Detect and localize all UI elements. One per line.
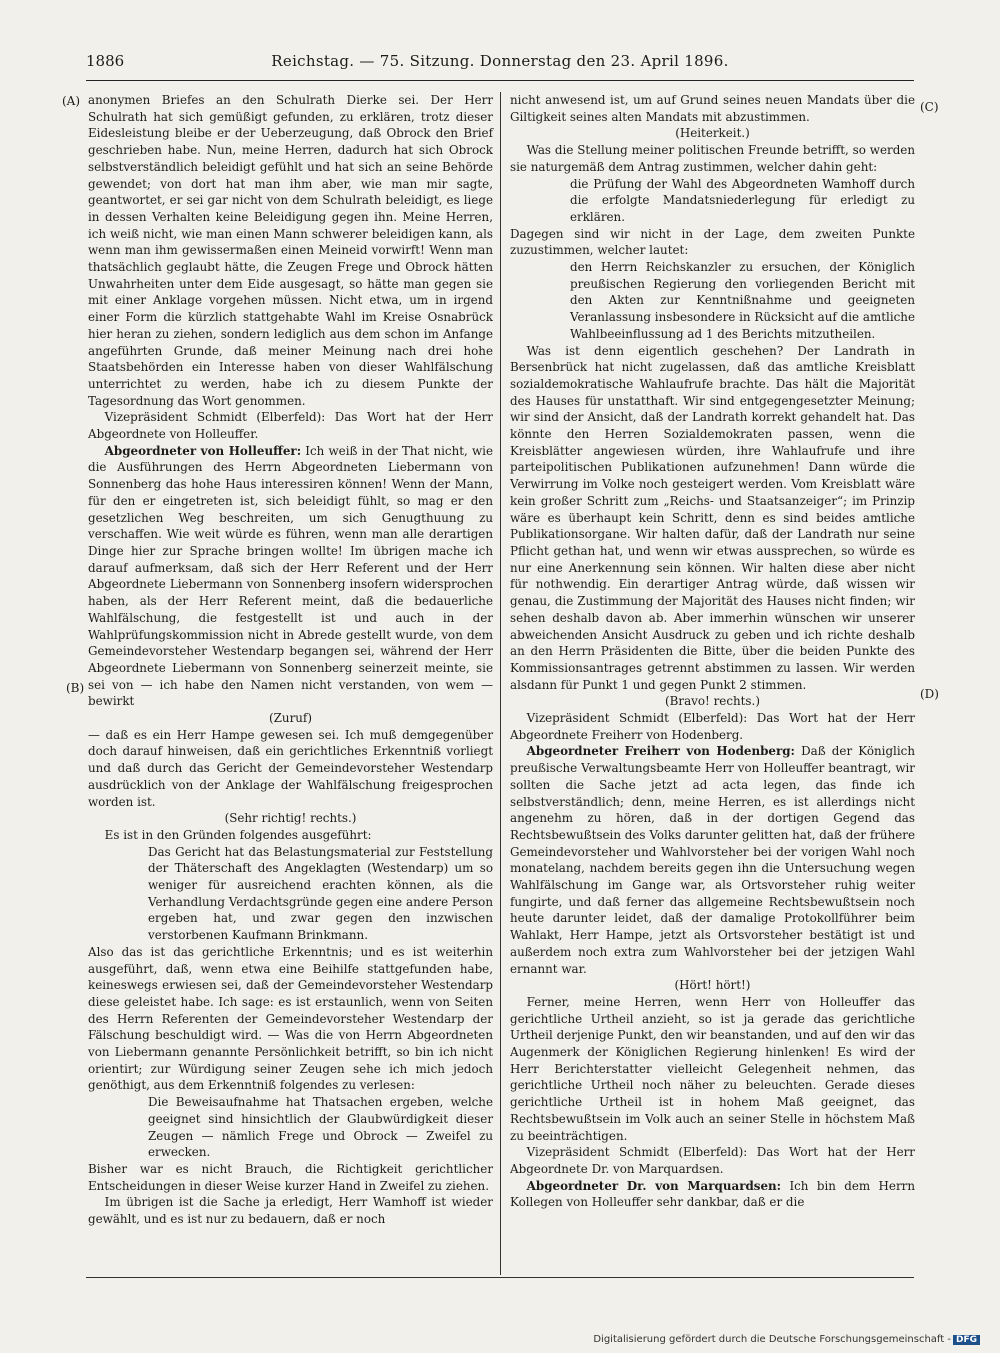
page-number: 1886	[86, 52, 125, 70]
header-rule	[86, 80, 914, 81]
paragraph: Was ist denn eigentlich geschehen? Der Landrath in Bersenbrück hat nicht zugelassen, daß das amtliche Kreisblatt sozialdemokratische Wahlaufrufe brachte. Das hält die Majorität des Hauses für unstatthaft. Wir sind entgegengesetzter Meinung; wir sind der Ansicht, daß der Landrath korrekt gehandelt hat. Das könnte den Herren Sozialdemokraten passen, wenn die Kreisblätter angewiesen würden, ihre Wahlaufrufe und ihre parteipolitischen Publikationen aufzunehmen! Dann würde die Verwirrung im Volke noch gesteigert werden. Vom Kreisblatt wäre kein großer Schritt zum „Reichs- und Staatsanzeiger“; im Prinzip wäre es überhaupt kein Schritt, denn es sind beides amtliche Publikationsorgane. Wir halten dafür, daß der Landrath nur seine Pflicht gethan hat, und wenn wir etwas aussprechen, so würde es nur eine Anerkennung sein können. Wir halten diese aber nicht für nothwendig. Ein derartiger Antrag würde, daß wissen wir genau, die Zustimmung der Majorität des Hauses nicht finden; wir sehen deshalb davon ab. Aber immerhin wünschen wir unserer abweichenden Ansicht Ausdruck zu geben und ich richte deshalb an den Herrn Präsidenten die Bitte, über die beiden Punkte des Kommissionsantrages getrennt abstimmen zu lassen. Wir werden alsdann für Punkt 1 und gegen Punkt 2 stimmen.	[510, 343, 915, 692]
speech-paragraph	[88, 443, 493, 710]
column-divider	[500, 92, 501, 1275]
interjection: (Sehr richtig! rechts.)	[224, 811, 357, 826]
bottom-rule	[86, 1277, 914, 1278]
quotation: Die Beweisaufnahme hat Thatsachen ergeben, welche geeignet sind hinsichtlich der Glaubwürdigkeit dieser Zeugen — nämlich Frege und Obrock — Zweifel zu erwecken.	[148, 1095, 493, 1160]
margin-marker-d: (D)	[920, 687, 939, 701]
interjection: (Bravo! rechts.)	[665, 694, 760, 709]
paragraph: Dagegen sind wir nicht in der Lage, dem zweiten Punkte zuzustimmen, welcher lautet:	[510, 226, 915, 258]
speech-paragraph	[510, 1178, 915, 1211]
dfg-logo: DFG	[953, 1335, 980, 1345]
margin-marker-a: (A)	[62, 94, 81, 108]
paragraph: Im übrigen ist die Sache ja erledigt, Herr Wamhoff ist wieder gewählt, und es ist nur zu bedauern, daß er noch	[88, 1195, 493, 1227]
dfg-credit	[593, 1334, 980, 1345]
page-title: Reichstag. — 75. Sitzung. Donnerstag den 23. April 1896.	[271, 52, 729, 70]
paragraph: Ferner, meine Herren, wenn Herr von Holleuffer das gerichtliche Urtheil anzieht, so ist ja gerade das gerichtliche Urtheil derjenige Punkt, den wir beanstanden, und auf den wir das Augenmerk der Königlichen Regierung hinlenken! Es wird der Herr Berichterstatter vielleicht Gelegenheit nehmen, das gerichtliche Urtheil noch näher zu beleuchten. Gerade dieses gerichtliche Urtheil ist in hohem Maß geeignet, das Rechtsbewußtsein im Volk auch an seiner Stelle in höchstem Maß zu beeinträchtigen.	[510, 994, 915, 1143]
speaker-name: Abgeordneter Freiherr von Hodenberg:	[526, 744, 795, 759]
paragraph: nicht anwesend ist, um auf Grund seines neuen Mandats über die Giltigkeit seines alten Mandats mit abzustimmen.	[510, 93, 915, 124]
quotation: die Prüfung der Wahl des Abgeordneten Wamhoff durch die erfolgte Mandatsniederlegung für erledigt zu erklären.	[570, 176, 915, 224]
left-column	[88, 92, 493, 1228]
quotation: den Herrn Reichskanzler zu ersuchen, der Königlich preußischen Regierung den vorliegenden Bericht mit den Akten zur Kenntnißnahme und geeigneten Veranlassung insbesondere in Rücksicht auf die amtliche Wahlbeeinflussung ad 1 des Berichts mitzutheilen.	[570, 260, 915, 341]
margin-marker-b: (B)	[66, 681, 85, 695]
interjection: (Zuruf)	[269, 711, 312, 726]
paragraph: Vizepräsident Schmidt (Elberfeld): Das Wort hat der Herr Abgeordnete Freiherr von Hodenberg.	[510, 711, 915, 742]
paragraph: Vizepräsident Schmidt (Elberfeld): Das Wort hat der Herr Abgeordnete von Holleuffer.	[88, 410, 493, 442]
speaker-name: Abgeordneter von Holleuffer:	[104, 443, 302, 458]
speech-text: Daß der Königlich preußische Verwaltungsbeamte Herr von Holleuffer beantragt, wir sollten die Sache jetzt ad acta legen, das finde ich selbstverständlich; denn, meine Herren, es ist allerdings nicht angenehm zu hören, daß in der dortigen Gegend das Rechtsbewußtsein des Volks darunter gelitten hat, daß der frühere Gemeindevorsteher und Wahlvorsteher bei der vorigen Wahl noch monatelang, nachdem bereits gegen ihn die Untersuchung wegen Wahlfälschung im Gange war, als Ortsvorsteher ruhig weiter fungirte, und daß ferner das allgemeine Rechtsbewußtsein noch heute darunter leidet, daß der damalige Protokollführer beim Wahlakt, Herr Hampe, jetzt als Ortsvorsteher bestätigt ist und außerdem noch extra zum Wahlvorsteher bei der jetzigen Wahl ernannt war.	[510, 744, 915, 976]
paragraph: Es ist in den Gründen folgendes ausgeführt:	[104, 827, 372, 842]
speech-text: Ich bin dem Herrn Kollegen von Holleuffer sehr dankbar, daß er die	[510, 1178, 915, 1210]
speaker-name: Abgeordneter Dr. von Marquardsen:	[526, 1178, 782, 1193]
page-header	[86, 52, 914, 78]
speech-paragraph	[510, 743, 915, 977]
speech-text: Ich weiß in der That nicht, wie die Ausführungen des Herrn Abgeordneten Liebermann von Sonnenberg das hohe Haus interessiren können! Wenn der Mann, für den er eingetreten ist, sich beleidigt fühlt, so mag er den gesetzlichen Weg beschreiten, um sich Genugthuung zu verschaffen. Wie weit würde es führen, wenn man alle derartigen Dinge hier zur Sprache bringen wollte! Im übrigen mache ich darauf aufmerksam, daß sich der Herr Referent und der Herr Abgeordnete Liebermann von Sonnenberg insofern widersprochen haben, als der Herr Referent meint, daß die bedauerliche Wahlfälschung, die festgestellt ist und auch in der Wahlprüfungskommission nicht in Abrede gestellt wurde, von dem Gemeindevorsteher Westendarp begangen sei, während der Herr Abgeordnete Liebermann von Sonnenberg seinerzeit meinte, sie sei von — ich habe den Namen nicht verstanden, von wem — bewirkt	[88, 443, 494, 709]
paragraph: Was die Stellung meiner politischen Freunde betrifft, so werden sie naturgemäß dem Antrag zustimmen, welcher dahin geht:	[510, 143, 915, 174]
quotation: Das Gericht hat das Belastungsmaterial zur Feststellung der Thäterschaft des Angeklagten (Westendarp) um so weniger für ausreichend erachten können, als die Verhandlung Verdachtsgründe gegen eine andere Person ergeben hat, und zwar gegen den inzwischen verstorbenen Kaufmann Brinkmann.	[148, 844, 493, 943]
margin-marker-c: (C)	[920, 100, 939, 114]
paragraph: Vizepräsident Schmidt (Elberfeld): Das Wort hat der Herr Abgeordnete Dr. von Marquardsen.	[510, 1145, 915, 1176]
paragraph: Also das ist das gerichtliche Erkenntnis; und es ist weiterhin ausgeführt, daß, wenn etwa eine Beihilfe stattgefunden habe, keineswegs erwiesen sei, daß der Gemeindevorsteher Westendarp diese geleistet habe. Ich sage: es ist erstaunlich, wenn von Seiten des Herrn Referenten der Gemeindevorsteher Westendarp der Fälschung beschuldigt wird. — Was die von Herrn Abgeordneten von Liebermann genannte Persönlichkeit betrifft, so bin ich nicht orientirt; zur Würdigung seiner Zeugen sehe ich mich jedoch genöthigt, aus dem Erkenntniß folgendes zu verlesen:	[88, 944, 493, 1093]
credit-text: Digitalisierung gefördert durch die Deutsche Forschungsgemeinschaft -	[593, 1334, 951, 1345]
paragraph: Bisher war es nicht Brauch, die Richtigkeit gerichtlicher Entscheidungen in dieser Weise kurzer Hand in Zweifel zu ziehen.	[88, 1162, 493, 1193]
paragraph: — daß es ein Herr Hampe gewesen sei. Ich muß demgegenüber doch darauf hinweisen, daß ein gerichtliches Erkenntniß vorliegt und daß durch das Gericht der Gemeindevorsteher Westendarp ausdrücklich von der Anklage der Wahlfälschung freigesprochen worden ist.	[88, 727, 493, 809]
interjection: (Hört! hört!)	[674, 978, 751, 993]
right-column	[510, 92, 915, 1211]
paragraph: anonymen Briefes an den Schulrath Dierke sei. Der Herr Schulrath hat sich gemüßigt gefunden, zu erklären, trotz dieser Eidesleistung bleibe er der Ueberzeugung, daß Obrock den Brief geschrieben habe. Nun, meine Herren, dadurch hat sich Obrock selbstverständlich beleidigt gefühlt und hat sich an seine Behörde gewendet; von dort hat man ihm aber, wie man mir sagte, geantwortet, er sei gar nicht von dem Schulrath beleidigt, es liege in dessen Verhalten keine Beleidigung gegen ihn. Meine Herren, ich weiß nicht, wie man einen Mann schwerer beleidigen kann, als wenn man ihm gewissermaßen einen Meineid vorwirft! Wenn man thatsächlich geglaubt hätte, die Zeugen Frege und Obrock hätten Unwahrheiten unter dem Eide ausgesagt, so hätte man gegen sie mit einer Anklage vorgehen müssen. Nicht etwa, um in irgend einer Form die kürzlich stattgehabte Wahl im Kreise Osnabrück hier heran zu ziehen, sondern lediglich aus dem schon im Anfange angeführten Grunde, daß meiner Meinung nach drei hohe Staatsbehörden ein Interesse haben von dieser Wahlfälschung unterrichtet zu werden, habe ich zu diesem Punkte der Tagesordnung das Wort genommen.	[88, 93, 493, 408]
interjection: (Heiterkeit.)	[675, 126, 750, 141]
